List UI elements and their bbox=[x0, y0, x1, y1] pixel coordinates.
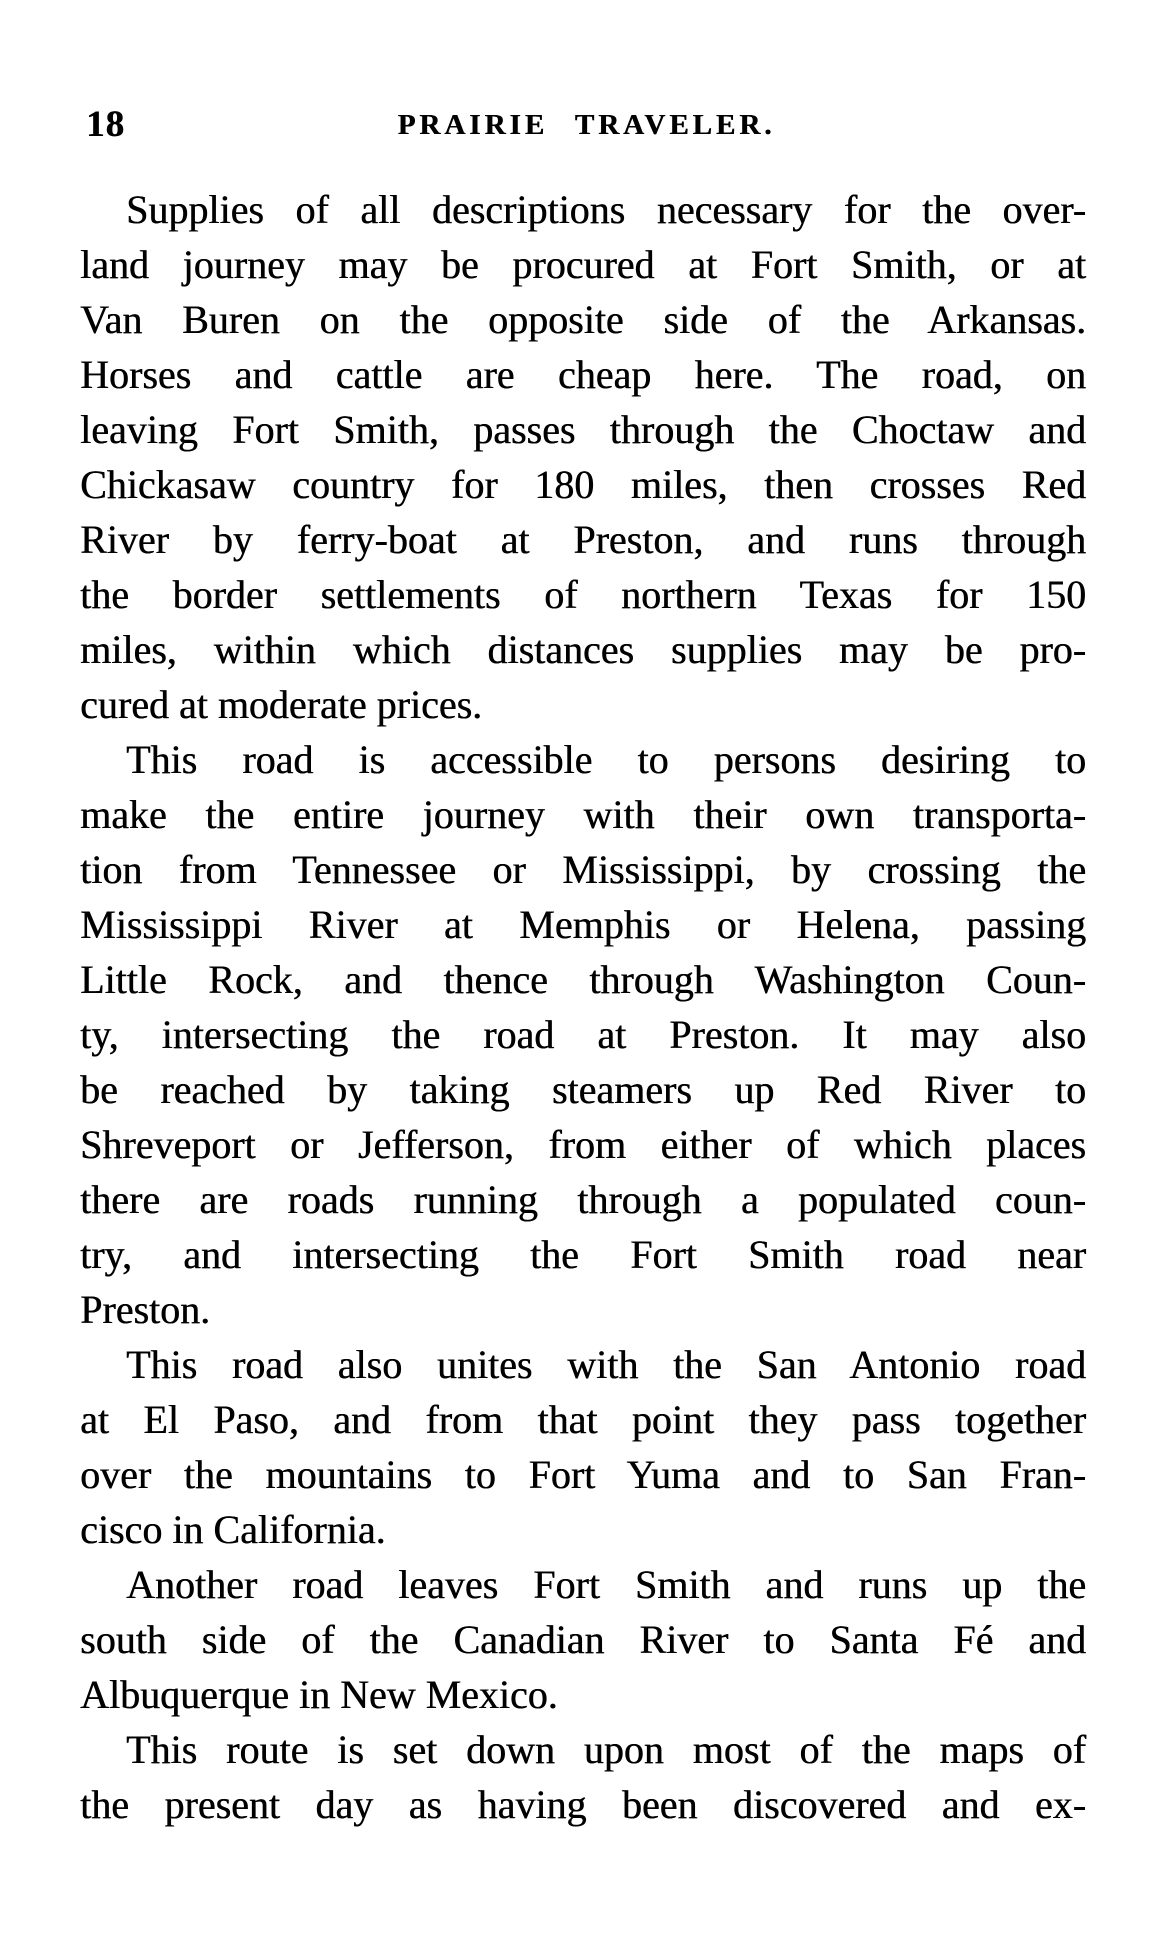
text-line: This road also unites with the San Antonio road bbox=[126, 1342, 1086, 1387]
paragraph bbox=[80, 1722, 1086, 1832]
text-line: at El Paso, and from that point they pass together bbox=[80, 1397, 1086, 1442]
text-line: leaving Fort Smith, passes through the Choctaw and bbox=[80, 407, 1086, 452]
text-line: be reached by taking steamers up Red River to bbox=[80, 1067, 1086, 1112]
text-line: River by ferry-boat at Preston, and runs through bbox=[80, 517, 1086, 562]
page-header bbox=[86, 101, 1087, 149]
page-body-text bbox=[80, 182, 1086, 1832]
text-line: make the entire journey with their own transporta- bbox=[80, 792, 1086, 837]
text-line: Albuquerque in New Mexico. bbox=[80, 1672, 558, 1717]
paragraph bbox=[80, 1557, 1086, 1722]
page-number: 18 bbox=[86, 104, 125, 145]
text-line: the present day as having been discovered and ex- bbox=[80, 1782, 1086, 1827]
running-title: PRAIRIE TRAVELER. bbox=[397, 109, 776, 141]
paragraph bbox=[80, 732, 1086, 1337]
text-line: ty, intersecting the road at Preston. It may also bbox=[80, 1012, 1086, 1057]
text-line: try, and intersecting the Fort Smith road near bbox=[80, 1232, 1086, 1277]
text-line: This road is accessible to persons desiring to bbox=[126, 737, 1086, 782]
text-line: Preston. bbox=[80, 1287, 210, 1332]
text-line: the border settlements of northern Texas for 150 bbox=[80, 572, 1086, 617]
paragraph bbox=[80, 182, 1086, 732]
text-line: tion from Tennessee or Mississippi, by crossing the bbox=[80, 847, 1086, 892]
text-line: cured at moderate prices. bbox=[80, 682, 483, 727]
text-line: Van Buren on the opposite side of the Arkansas. bbox=[80, 297, 1086, 342]
text-line: Mississippi River at Memphis or Helena, passing bbox=[80, 902, 1086, 947]
text-line: Little Rock, and thence through Washington Coun- bbox=[80, 957, 1086, 1002]
text-line: Shreveport or Jefferson, from either of which places bbox=[80, 1122, 1086, 1167]
text-line: over the mountains to Fort Yuma and to San Fran- bbox=[80, 1452, 1086, 1497]
text-line: Supplies of all descriptions necessary for the over- bbox=[126, 187, 1086, 232]
text-line: Chickasaw country for 180 miles, then crosses Red bbox=[80, 462, 1086, 507]
paragraph bbox=[80, 1337, 1086, 1557]
text-line: cisco in California. bbox=[80, 1507, 386, 1552]
text-line: miles, within which distances supplies may be pro- bbox=[80, 627, 1086, 672]
text-line: Horses and cattle are cheap here. The road, on bbox=[80, 352, 1086, 397]
text-line: This route is set down upon most of the maps of bbox=[126, 1727, 1086, 1772]
text-line: there are roads running through a populated coun- bbox=[80, 1177, 1086, 1222]
text-line: Another road leaves Fort Smith and runs up the bbox=[126, 1562, 1086, 1607]
text-line: land journey may be procured at Fort Smith, or at bbox=[80, 242, 1086, 287]
text-line: south side of the Canadian River to Santa Fé and bbox=[80, 1617, 1086, 1662]
